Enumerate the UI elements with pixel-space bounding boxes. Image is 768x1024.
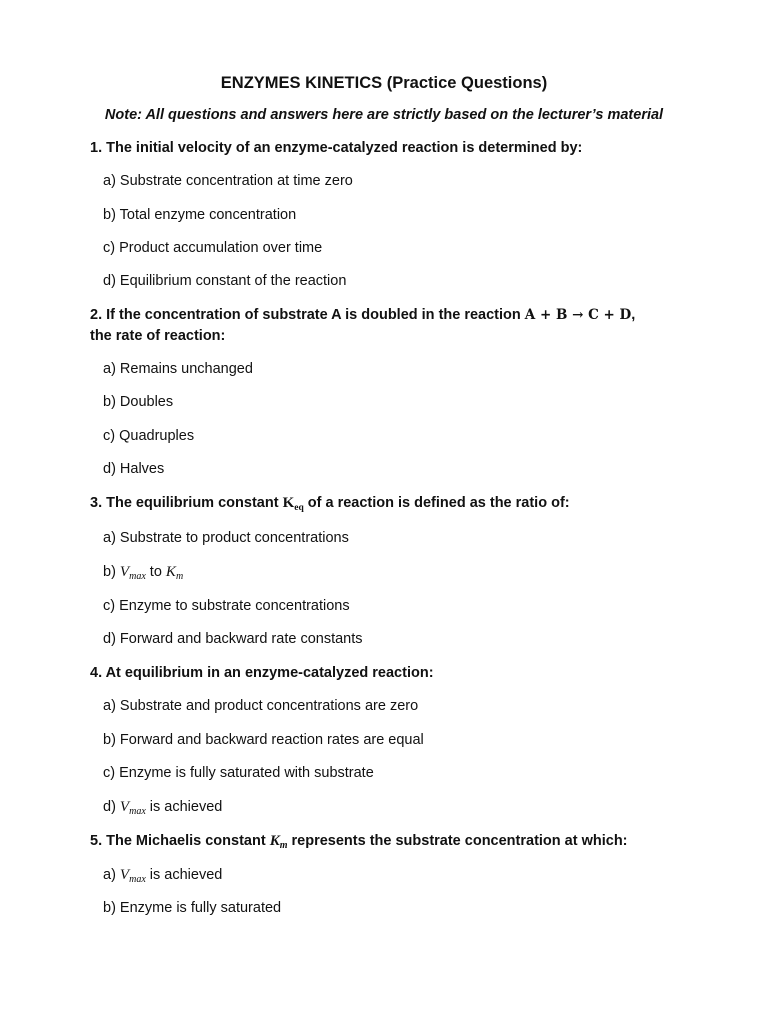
question-5-text: 5. The Michaelis constant bbox=[90, 833, 270, 849]
keq-symbol bbox=[283, 495, 304, 511]
question-3-option-b bbox=[103, 562, 183, 587]
question-5 bbox=[90, 831, 628, 856]
question-1: 1. The initial velocity of an enzyme-catalyzed reaction is determined by: bbox=[90, 140, 583, 156]
vmax-letter: V bbox=[119, 799, 130, 815]
option-prefix: d) bbox=[103, 799, 120, 815]
km-letter: K bbox=[165, 564, 176, 580]
question-4-option-c: c) Enzyme is fully saturated with substrate bbox=[103, 765, 374, 781]
vmax-symbol bbox=[120, 564, 146, 580]
option-suffix: is achieved bbox=[145, 799, 223, 815]
reaction-equation: A + B → C + D bbox=[524, 307, 632, 323]
question-3-option-c: c) Enzyme to substrate concentrations bbox=[103, 598, 350, 614]
question-3 bbox=[90, 493, 570, 519]
question-5-text-end: represents the substrate concentration at which: bbox=[287, 833, 628, 849]
question-2-text: 2. If the concentration of substrate A is doubled in the reaction bbox=[90, 307, 525, 323]
page-title bbox=[0, 74, 768, 93]
question-4: 4. At equilibrium in an enzyme-catalyzed reaction: bbox=[90, 665, 434, 681]
vmax-symbol bbox=[120, 867, 146, 883]
question-1-option-b: b) Total enzyme concentration bbox=[103, 207, 297, 223]
question-4-option-a: a) Substrate and product concentrations are zero bbox=[103, 698, 419, 714]
km-subscript: m bbox=[175, 571, 184, 582]
vmax-subscript: max bbox=[129, 874, 146, 885]
question-2-option-d: d) Halves bbox=[103, 461, 165, 477]
question-2 bbox=[90, 305, 635, 326]
question-2-option-c: c) Quadruples bbox=[103, 428, 195, 444]
question-3-option-d: d) Forward and backward rate constants bbox=[103, 631, 363, 647]
question-3-option-a: a) Substrate to product concentrations bbox=[103, 530, 349, 546]
option-prefix: a) bbox=[103, 867, 120, 883]
vmax-subscript: max bbox=[129, 806, 146, 817]
question-5-option-a bbox=[103, 865, 222, 890]
vmax-letter: V bbox=[119, 867, 130, 883]
question-1-option-c: c) Product accumulation over time bbox=[103, 240, 323, 256]
title-sub: (Practice Questions) bbox=[386, 74, 548, 92]
keq-letter: K bbox=[282, 495, 295, 511]
vmax-subscript: max bbox=[129, 571, 146, 582]
question-2-line2: the rate of reaction: bbox=[90, 328, 226, 344]
option-mid-text: to bbox=[145, 564, 166, 580]
question-1-option-d: d) Equilibrium constant of the reaction bbox=[103, 273, 347, 289]
question-2-option-a: a) Remains unchanged bbox=[103, 361, 253, 377]
km-letter: K bbox=[269, 833, 280, 849]
option-suffix: is achieved bbox=[145, 867, 223, 883]
keq-subscript: eq bbox=[294, 503, 304, 513]
question-3-text-end: of a reaction is defined as the ratio of: bbox=[303, 495, 570, 511]
question-5-option-b: b) Enzyme is fully saturated bbox=[103, 900, 282, 916]
question-2-comma: , bbox=[631, 307, 636, 323]
km-symbol bbox=[270, 833, 288, 849]
option-prefix: b) bbox=[103, 564, 120, 580]
km-subscript: m bbox=[279, 840, 288, 851]
vmax-symbol bbox=[120, 799, 146, 815]
question-2-option-b: b) Doubles bbox=[103, 394, 174, 410]
question-4-option-d bbox=[103, 797, 222, 822]
question-3-text: 3. The equilibrium constant bbox=[90, 495, 283, 511]
note-text: Note: All questions and answers here are strictly based on the lecturer’s material bbox=[104, 107, 664, 123]
question-1-option-a: a) Substrate concentration at time zero bbox=[103, 173, 353, 189]
vmax-letter: V bbox=[119, 564, 130, 580]
title-main: ENZYMES KINETICS bbox=[220, 74, 383, 92]
question-4-option-b: b) Forward and backward reaction rates are equal bbox=[103, 732, 424, 748]
km-symbol bbox=[166, 564, 183, 580]
